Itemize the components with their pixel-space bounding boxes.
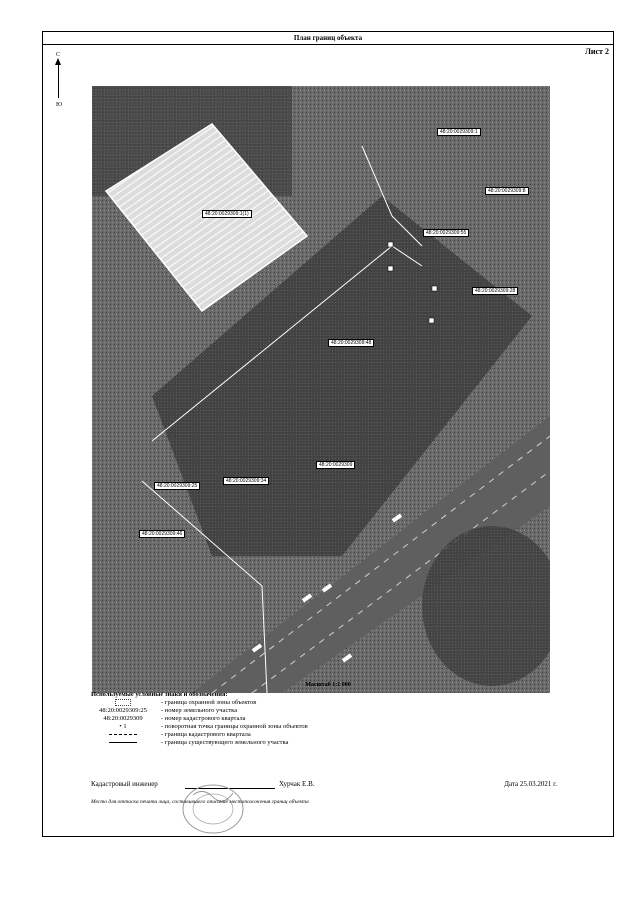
sheet-number: Лист 2 (584, 47, 609, 56)
map-label-parcel: 48:20:0029309:48 (328, 339, 374, 347)
map-imagery (92, 86, 550, 693)
map-label-parcel: 48:20:0029309:25 (154, 482, 200, 490)
legend-item: 48:20:0029309 - номер кадастрового квартала (91, 715, 511, 723)
document-title: План границ объекта (43, 32, 613, 45)
legend-symbol-zone (91, 699, 155, 706)
legend (91, 691, 511, 747)
map-label-parcel: 48:20:0029309:1 (437, 128, 481, 136)
legend-item: - граница охранной зоны объектов (91, 699, 511, 707)
document-frame (42, 31, 614, 837)
north-arrow-icon (55, 52, 63, 110)
legend-item: - граница существующего земельного участка (91, 739, 511, 747)
map-label-parcel: 48:20:0029309:8 (485, 187, 529, 195)
map-label-quarter: 48:20:0029309 (316, 461, 355, 469)
map-label-parcel: 48:20:0029309:1(1) (202, 210, 252, 218)
signature-row (91, 780, 561, 788)
legend-symbol-vertex: • 1 (119, 723, 127, 730)
engineer-name: Хурчак Е.В. (279, 780, 315, 788)
legend-item: 48:20:0029309:25 - номер земельного участка (91, 707, 511, 715)
stamp-place-note: Место для оттиска печати лица, составившего описание местоположения границ объекта (91, 799, 309, 805)
map-label-parcel: 48:20:0029309:28 (472, 287, 518, 295)
north-letter: С (56, 52, 61, 58)
map-label-parcel: 48:20:0029309:55 (423, 229, 469, 237)
legend-symbol-parcel-boundary (91, 739, 155, 746)
seal-stamp (173, 777, 253, 837)
south-letter: Ю (56, 102, 63, 108)
engineer-role: Кадастровый инженер (91, 780, 158, 788)
map-label-parcel: 48:20:0029309:46 (139, 530, 185, 538)
legend-symbol-quarter-number: 48:20:0029309 (103, 715, 143, 722)
legend-symbol-parcel-number: 48:20:0029309:25 (99, 707, 147, 714)
legend-symbol-quarter-boundary (91, 731, 155, 738)
document-date: Дата 25.03.2021 г. (504, 780, 557, 788)
legend-item: - граница кадастрового квартала (91, 731, 511, 739)
map-scale: Масштаб 1:1 000 (305, 682, 351, 688)
north-arrow-shaft (58, 64, 59, 98)
legend-title: Используемые условные знаки и обозначения: (91, 691, 228, 698)
map-label-parcel: 48:20:0029309:34 (223, 477, 269, 485)
aerial-map (92, 86, 550, 693)
legend-item: • 1 - поворотная точка границы охранной зоны объектов (91, 723, 511, 731)
